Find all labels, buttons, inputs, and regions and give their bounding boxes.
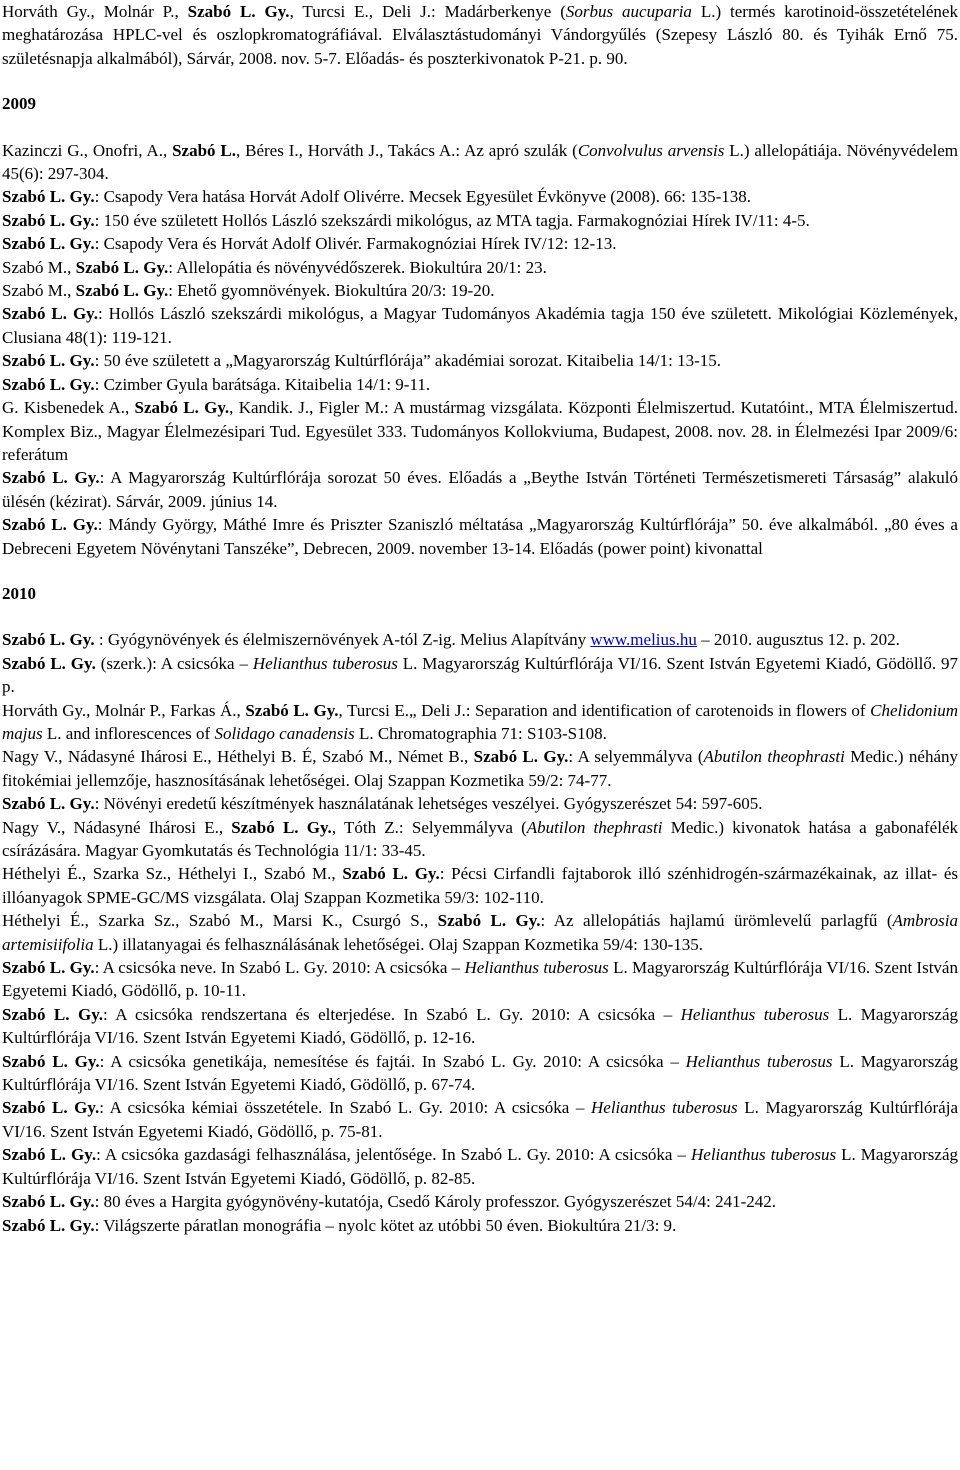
reference-text: Nagy V., Nádasyné Ihárosi E., <box>2 817 232 837</box>
author-name-bold: Szabó L. Gy. <box>2 630 95 650</box>
reference-text: : A selyemmályva ( <box>568 747 704 767</box>
section-2009 <box>2 139 958 560</box>
reference-text: Medic.) néhány fitokémiai jellemzője, hasznosításának lehetőségei. Olaj Szappan Kozmetika 59/2: 74-77. <box>2 747 958 790</box>
reference-text: : A csicsóka kémiai összetétele. In Szabó L. Gy. 2010: A csicsóka – <box>99 1098 591 1118</box>
author-name-bold: Szabó L. Gy. <box>437 911 541 931</box>
reference-text: : Pécsi Cirfandli fajtaborok illó szénhidrogén-származékainak, az illat- és illóanyagok SPME-GC/MS vizsgálata. Olaj Szappan Kozmetika 59/3: 102-110. <box>2 864 958 907</box>
reference-text: L.) allelopátiája. Növényvédelem 45(6): 297-304. <box>2 140 958 184</box>
reference-text: Horváth Gy., Molnár P., <box>2 2 188 21</box>
reference-entry <box>2 1050 958 1097</box>
reference-text: Szabó M., <box>2 257 76 277</box>
author-name-bold: Szabó L. <box>172 140 237 160</box>
reference-entry <box>2 302 958 349</box>
author-name-bold: Szabó L. Gy. <box>2 187 95 207</box>
year-heading-2009: 2009 <box>2 94 36 114</box>
reference-entry <box>2 209 958 232</box>
reference-text: : Czimber Gyula barátsága. Kitaibelia 14/1: 9-11. <box>94 374 431 394</box>
reference-entry <box>2 373 958 396</box>
species-name-italic: Abutilon thephrasti <box>526 817 663 837</box>
reference-entry <box>2 1214 958 1237</box>
reference-text: : A csicsóka genetikája, nemesítése és fajtái. In Szabó L. Gy. 2010: A csicsóka – <box>99 1051 686 1071</box>
section-pre2009 <box>2 0 958 70</box>
reference-text: (szerk.): A csicsóka – <box>95 653 253 673</box>
reference-text: : A csicsóka neve. In Szabó L. Gy. 2010: A csicsóka – <box>94 958 465 978</box>
species-name-italic: Helianthus tuberosus <box>252 653 398 673</box>
reference-text: L. Magyarország Kultúrflórája VI/16. Szent István Egyetemi Kiadó, Gödöllő, p. 67-74. <box>2 1051 958 1095</box>
author-name-bold: Szabó L. Gy. <box>342 864 440 884</box>
author-name-bold: Szabó L. Gy. <box>2 1098 100 1118</box>
species-name-italic: Chelidonium majus <box>2 700 958 743</box>
author-name-bold: Szabó L. Gy. <box>2 374 95 394</box>
reference-entry <box>2 1096 958 1143</box>
species-name-italic: Convolvulus arvensis <box>577 140 725 160</box>
reference-text: : A csicsóka rendszertana és elterjedése. In Szabó L. Gy. 2010: A csicsóka – <box>103 1004 681 1024</box>
author-name-bold: Szabó L. Gy. <box>75 281 169 301</box>
reference-entry <box>2 0 958 70</box>
reference-text: L. Magyarország Kultúrflórája VI/16. Szent István Egyetemi Kiadó, Gödöllő, p. 12-16. <box>2 1004 958 1048</box>
reference-entry <box>2 956 958 1003</box>
reference-text: : A csicsóka gazdasági felhasználása, jelentősége. In Szabó L. Gy. 2010: A csicsóka – <box>96 1145 691 1165</box>
species-name-italic: Ambrosia artemisiifolia <box>2 911 958 954</box>
reference-entry <box>2 279 958 302</box>
reference-entry <box>2 628 958 651</box>
species-name-italic: Helianthus tuberosus <box>591 1098 738 1118</box>
reference-text: : 150 éve született Hollós László szekszárdi mikológus, az MTA tagja. Farmakognóziai Hírek IV/11: 4-5. <box>94 210 810 230</box>
reference-entry <box>2 256 958 279</box>
reference-entry <box>2 699 958 746</box>
reference-entry <box>2 1003 958 1050</box>
author-name-bold: Szabó L. Gy. <box>187 2 290 21</box>
reference-entry <box>2 513 958 560</box>
reference-text: Medic.) kivonatok hatása a gabonafélék csírázására. Magyar Gyomkutatás és Technológia 11/1: 33-45. <box>2 817 958 860</box>
reference-text: Héthelyi É., Szarka Sz., Héthelyi I., Szabó M., <box>2 864 343 884</box>
author-name-bold: Szabó L. Gy. <box>2 351 95 371</box>
reference-text: : Csapody Vera hatása Horvát Adolf Olivérre. Mecsek Egyesület Évkönyve (2008). 66: 135-138. <box>94 187 751 207</box>
reference-entry <box>2 185 958 208</box>
author-name-bold: Szabó L. Gy. <box>2 653 96 673</box>
reference-text: : Mándy György, Máthé Imre és Priszter Szaniszló méltatása „Magyarország Kultúrflórája” 50. éve alkalmából. „80 éves a Debreceni Egyetem Növénytani Tanszéke”, Debrecen, 2009. november 13-14. Előadás (power point) kivonattal <box>2 515 958 558</box>
reference-text: L. and inflorescences of <box>42 723 215 743</box>
species-name-italic: Sorbus aucuparia <box>565 2 692 21</box>
reference-entry <box>2 816 958 863</box>
species-name-italic: Helianthus tuberosus <box>691 1145 837 1165</box>
reference-text: : A Magyarország Kultúrflórája sorozat 50 éves. Előadás a „Beythe István Történeti Természetismereti Társaság” alakuló ülésén (kézirat). Sárvár, 2009. június 14. <box>2 468 958 511</box>
author-name-bold: Szabó L. Gy. <box>231 817 332 837</box>
website-link[interactable]: www.melius.hu <box>590 630 697 650</box>
reference-entry <box>2 139 958 186</box>
reference-entry <box>2 745 958 792</box>
reference-text: L.) illatanyagai és felhasználásának lehetőségei. Olaj Szappan Kozmetika 59/4: 130-135. <box>93 934 704 954</box>
author-name-bold: Szabó L. Gy. <box>2 1051 100 1071</box>
reference-text: , Béres I., Horváth J., Takács A.: Az apró szulák ( <box>236 140 578 160</box>
reference-text: L. Magyarország Kultúrflórája VI/16. Szent István Egyetemi Kiadó, Gödöllő, p. 82-85. <box>2 1145 958 1188</box>
species-name-italic: Solidago canadensis <box>214 723 355 743</box>
reference-entry <box>2 232 958 255</box>
reference-text: : Az allelopátiás hajlamú ürömlevelű parlagfű ( <box>540 911 893 931</box>
author-name-bold: Szabó L. Gy. <box>2 1215 95 1235</box>
reference-text: Szabó M., <box>2 281 76 301</box>
reference-text: : Csapody Vera és Horvát Adolf Olivér. Farmakognóziai Hírek IV/12: 12-13. <box>94 234 617 254</box>
year-heading-2010: 2010 <box>2 583 36 603</box>
reference-text: L. Magyarország Kultúrflórája VI/16. Szent István Egyetemi Kiadó, Gödöllő, p. 10-11. <box>2 958 958 1001</box>
author-name-bold: Szabó L. Gy. <box>2 794 95 814</box>
reference-entry <box>2 792 958 815</box>
reference-entry <box>2 1190 958 1213</box>
reference-text: : Ehető gyomnövények. Biokultúra 20/3: 19-20. <box>168 281 495 301</box>
species-name-italic: Helianthus tuberosus <box>680 1004 830 1024</box>
reference-entry <box>2 349 958 372</box>
species-name-italic: Helianthus tuberosus <box>464 958 609 978</box>
author-name-bold: Szabó L. Gy. <box>75 257 169 277</box>
reference-entry <box>2 909 958 956</box>
reference-text: Horváth Gy., Molnár P., Farkas Á., <box>2 700 246 720</box>
reference-text: , Turcsi E., Deli J.: Madárberkenye ( <box>289 2 566 21</box>
species-name-italic: Helianthus tuberosus <box>685 1051 833 1071</box>
reference-text: L. Magyarország Kultúrflórája VI/16. Szent István Egyetemi Kiadó, Gödöllő, p. 75-81. <box>2 1098 958 1141</box>
reference-entry <box>2 466 958 513</box>
reference-entry <box>2 862 958 909</box>
author-name-bold: Szabó L. Gy. <box>2 958 95 978</box>
author-name-bold: Szabó L. Gy. <box>2 234 95 254</box>
reference-text: : Allelopátia és növényvédőszerek. Biokultúra 20/1: 23. <box>168 257 547 277</box>
section-2010 <box>2 628 958 1237</box>
author-name-bold: Szabó L. Gy. <box>2 468 100 488</box>
reference-text: : 80 éves a Hargita gyógynövény-kutatója, Csedő Károly professzor. Gyógyszerészet 54/4: 241-242. <box>94 1192 777 1212</box>
author-name-bold: Szabó L. Gy. <box>2 304 98 324</box>
reference-text: Nagy V., Nádasyné Ihárosi E., Héthelyi B. É, Szabó M., Német B., <box>2 747 474 767</box>
reference-text: : Világszerte páratlan monográfia – nyolc kötet az utóbbi 50 éven. Biokultúra 21/3: 9. <box>94 1215 677 1235</box>
author-name-bold: Szabó L. Gy. <box>473 747 569 767</box>
author-name-bold: Szabó L. Gy. <box>2 1004 104 1024</box>
reference-text: : Növényi eredetű készítmények használatának lehetséges veszélyei. Gyógyszerészet 54: 597-605. <box>94 794 763 814</box>
reference-entry <box>2 1143 958 1190</box>
reference-text: , Tóth Z.: Selyemmályva ( <box>331 817 527 837</box>
reference-text: L.) termés karotinoid-összetételének meghatározása HPLC-vel és oszlopkromatográfiával. Elválasztástudományi Vándorgyűlés (Szepesy László 80. és Tyihák Ernő 75. születésnapja alkalmából), Sárvár, 2008. nov. 5-7. Előadás- és poszterkivonatok P-21. p. 90. <box>2 2 958 68</box>
reference-entry <box>2 652 958 699</box>
author-name-bold: Szabó L. Gy. <box>134 398 230 418</box>
reference-text: : Hollós László szekszárdi mikológus, a Magyar Tudományos Akadémia tagja 150 éve született. Mikológiai Közlemények, Clusiana 48(1): 119-121. <box>2 304 958 347</box>
author-name-bold: Szabó L. Gy. <box>2 210 95 230</box>
author-name-bold: Szabó L. Gy. <box>2 1145 97 1165</box>
reference-text: , Kandik. J., Figler M.: A mustármag vizsgálata. Központi Élelmiszertud. Kutatóint., MTA Élelmiszertud. Komplex Biz., Magyar Élelmezésipari Tud. Egyesület 333. Tudományos Kollokviuma, Budapest, 2008. nov. 28. in Élelmezési Ipar 2009/6: referátum <box>2 398 958 464</box>
author-name-bold: Szabó L. Gy. <box>245 700 339 720</box>
reference-text: Kazinczi G., Onofri, A., <box>2 140 173 160</box>
reference-text: , Turcsi E.„ Deli J.: Separation and identification of carotenoids in flowers of <box>338 700 871 720</box>
reference-entry <box>2 396 958 466</box>
reference-text: L. Chromatographia 71: S103-S108. <box>354 723 607 743</box>
reference-text: G. Kisbenedek A., <box>2 398 135 418</box>
species-name-italic: Abutilon theophrasti <box>703 747 845 767</box>
author-name-bold: Szabó L. Gy. <box>2 515 98 535</box>
reference-text: Héthelyi É., Szarka Sz., Szabó M., Marsi K., Csurgó S., <box>2 911 438 931</box>
reference-text: – 2010. augusztus 12. p. 202. <box>696 630 900 650</box>
author-name-bold: Szabó L. Gy. <box>2 1192 95 1212</box>
reference-text: L. Magyarország Kultúrflórája VI/16. Szent István Egyetemi Kiadó, Gödöllő. 97 p. <box>2 653 958 697</box>
reference-text: : 50 éve született a „Magyarország Kultúrflórája” akadémiai sorozat. Kitaibelia 14/1: 13-15. <box>94 351 721 371</box>
reference-text: : Gyógynövények és élelmiszernövények A-tól Z-ig. Melius Alapítvány <box>94 630 591 650</box>
